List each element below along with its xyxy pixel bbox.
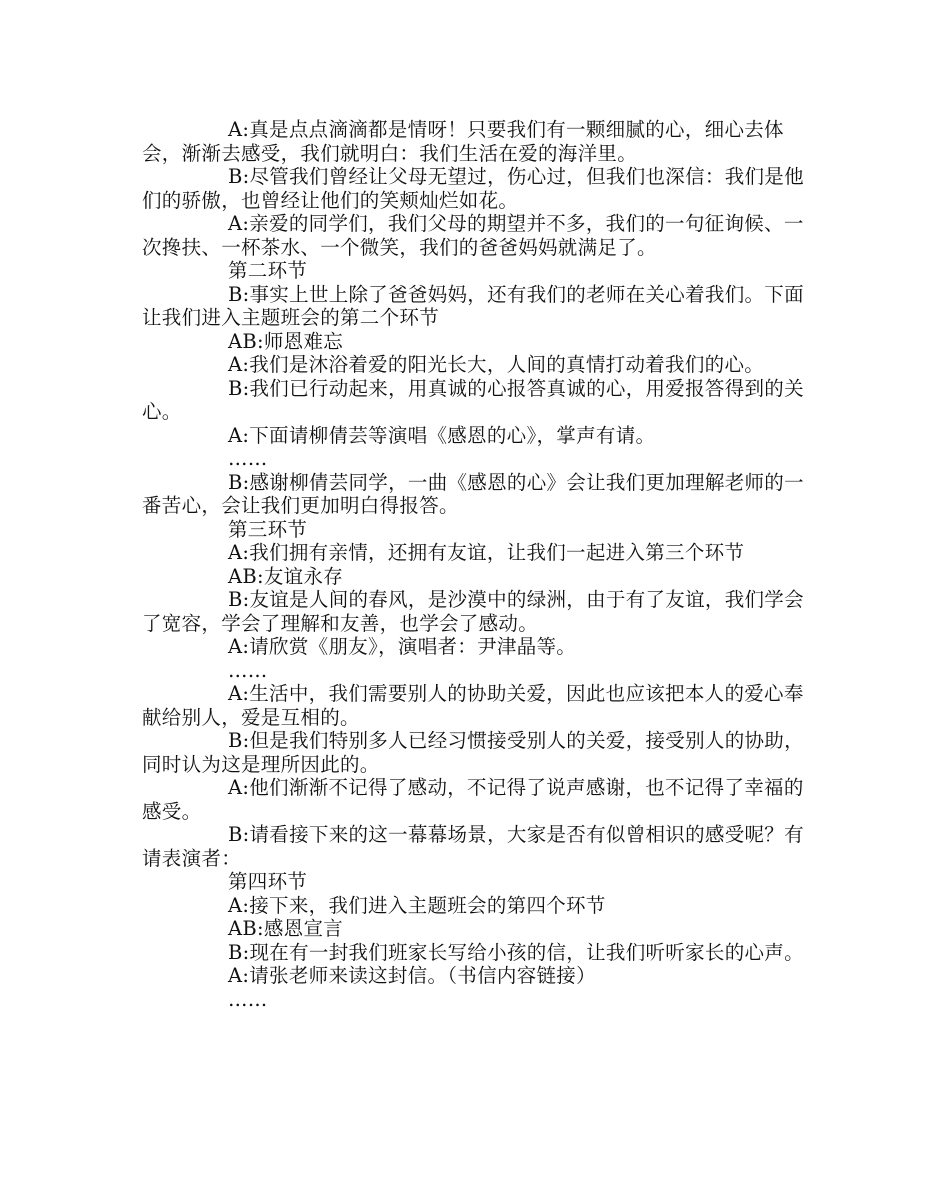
paragraph: AB:友谊永存 (228, 564, 344, 588)
paragraph: B:但是我们特别多人已经习惯接受别人的关爱，接受别人的协助，同时认为这是理所因此的。 (142, 729, 804, 776)
paragraph: A:我们拥有亲情，还拥有友谊，让我们一起进入第三个环节 (228, 541, 745, 564)
paragraph: A:生活中，我们需要别人的协助关爱，因此也应该把本人的爱心奉献给别人，爱是互相的。 (142, 682, 804, 729)
paragraph: B:请看接下来的这一幕幕场景，大家是否有似曾相识的感受呢？有请表演者： (142, 823, 804, 870)
document-body (142, 118, 822, 1011)
paragraph: A:下面请柳倩芸等演唱《感恩的心》，掌声有请。 (228, 423, 656, 447)
paragraph: AB:师恩难忘 (228, 329, 344, 353)
section-heading: 第四环节 (228, 870, 308, 893)
ellipsis: …… (228, 447, 268, 470)
paragraph: B:我们已行动起来，用真诚的心报答真诚的心，用爱报答得到的关心。 (142, 376, 804, 423)
paragraph: A:请欣赏《朋友》，演唱者：尹津晶等。 (228, 635, 577, 658)
paragraph: A:我们是沐浴着爱的阳光长大，人间的真情打动着我们的心。 (228, 353, 765, 376)
paragraph: A:他们渐渐不记得了感动，不记得了说声感谢，也不记得了幸福的感受。 (142, 776, 804, 823)
paragraph: A:接下来，我们进入主题班会的第四个环节 (228, 893, 606, 917)
ellipsis: …… (228, 987, 268, 1011)
paragraph: B:事实上世上除了爸爸妈妈，还有我们的老师在关心着我们。下面让我们进入主题班会的第二个环节 (142, 282, 804, 329)
paragraph: AB:感恩宣言 (228, 917, 344, 940)
section-heading: 第三环节 (228, 517, 308, 541)
paragraph: A:亲爱的同学们，我们父母的期望并不多，我们的一句征询候、一次搀扶、一杯茶水、一个微笑，我们的爸爸妈妈就满足了。 (142, 212, 804, 259)
paragraph: A:请张老师来读这封信。（书信内容链接） (228, 964, 596, 987)
ellipsis: …… (228, 658, 268, 682)
paragraph: B:现在有一封我们班家长写给小孩的信，让我们听听家长的心声。 (228, 940, 804, 964)
section-heading: 第二环节 (228, 259, 308, 282)
paragraph: B:友谊是人间的春风，是沙漠中的绿洲，由于有了友谊，我们学会了宽容，学会了理解和友善，也学会了感动。 (142, 588, 804, 635)
paragraph: B:感谢柳倩芸同学，一曲《感恩的心》会让我们更加理解老师的一番苦心，会让我们更加明白得报答。 (142, 470, 804, 517)
paragraph: A:真是点点滴滴都是情呀！只要我们有一颗细腻的心，细心去体会，渐渐去感受，我们就明白：我们生活在爱的海洋里。 (142, 118, 784, 165)
paragraph: B:尽管我们曾经让父母无望过，伤心过，但我们也深信：我们是他们的骄傲，也曾经让他们的笑颊灿烂如花。 (142, 165, 804, 212)
